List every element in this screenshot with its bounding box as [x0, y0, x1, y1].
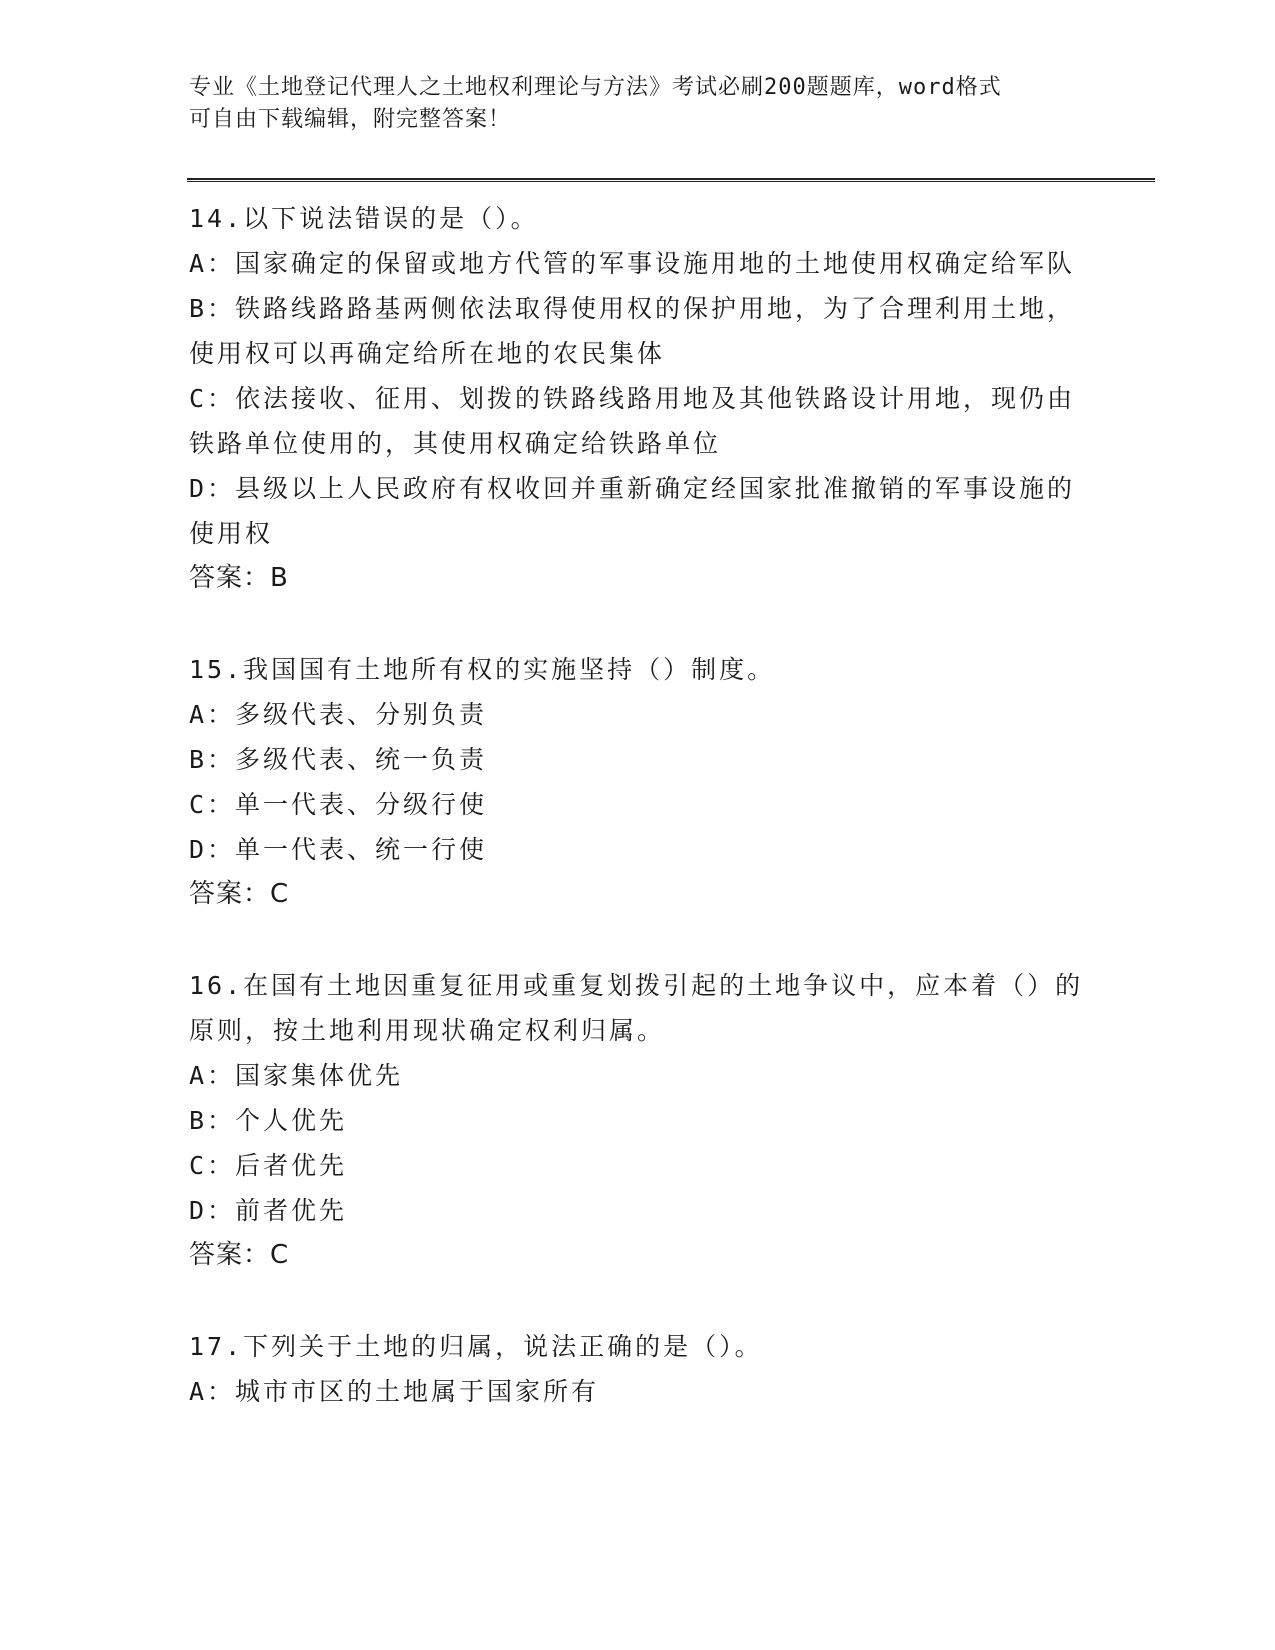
option-c: C：依法接收、征用、划拨的铁路线路用地及其他铁路设计用地，现仍由铁路单位使用的，其使用权确定给铁路单位 [189, 384, 1076, 458]
option-a: A：国家确定的保留或地方代管的军事设施用地的土地使用权确定给军队 [189, 249, 1076, 278]
option-c: C：后者优先 [189, 1151, 348, 1180]
option-b: B：多级代表、统一负责 [189, 745, 488, 774]
question-stem: 16.在国有土地因重复征用或重复划拨引起的土地争议中，应本着（）的原则，按土地利用现状确定权利归属。 [189, 971, 1084, 1045]
question-14 [189, 196, 1089, 601]
option-a: A：多级代表、分别负责 [189, 700, 488, 729]
option-d: D：单一代表、统一行使 [189, 835, 488, 864]
answer-line: 答案：C [189, 1240, 290, 1270]
question-list [189, 196, 1089, 1460]
question-stem: 15.我国国有土地所有权的实施坚持（）制度。 [189, 655, 776, 684]
option-d: D：县级以上人民政府有权收回并重新确定经国家批准撤销的军事设施的使用权 [189, 474, 1076, 548]
answer-line: 答案：C [189, 879, 290, 909]
question-stem: 14.以下说法错误的是（）。 [189, 204, 539, 233]
header-title-line-1: 专业《土地登记代理人之土地权利理论与方法》考试必刷200题题库，word格式 [189, 75, 1002, 100]
option-b: B：铁路线路路基两侧依法取得使用权的保护用地，为了合理利用土地，使用权可以再确定给所在地的农民集体 [189, 294, 1076, 368]
option-a: A：城市市区的土地属于国家所有 [189, 1377, 600, 1406]
option-a: A：国家集体优先 [189, 1061, 404, 1090]
question-15 [189, 647, 1089, 917]
option-c: C：单一代表、分级行使 [189, 790, 488, 819]
document-header [189, 72, 1089, 136]
header-title-line-2: 可自由下载编辑，附完整答案！ [189, 107, 512, 132]
option-b: B：个人优先 [189, 1106, 348, 1135]
option-d: D：前者优先 [189, 1196, 348, 1225]
question-stem: 17.下列关于土地的归属，说法正确的是（）。 [189, 1332, 763, 1361]
question-17 [189, 1324, 1089, 1414]
answer-line: 答案：B [189, 563, 289, 593]
question-16 [189, 963, 1089, 1278]
header-divider [187, 178, 1155, 182]
